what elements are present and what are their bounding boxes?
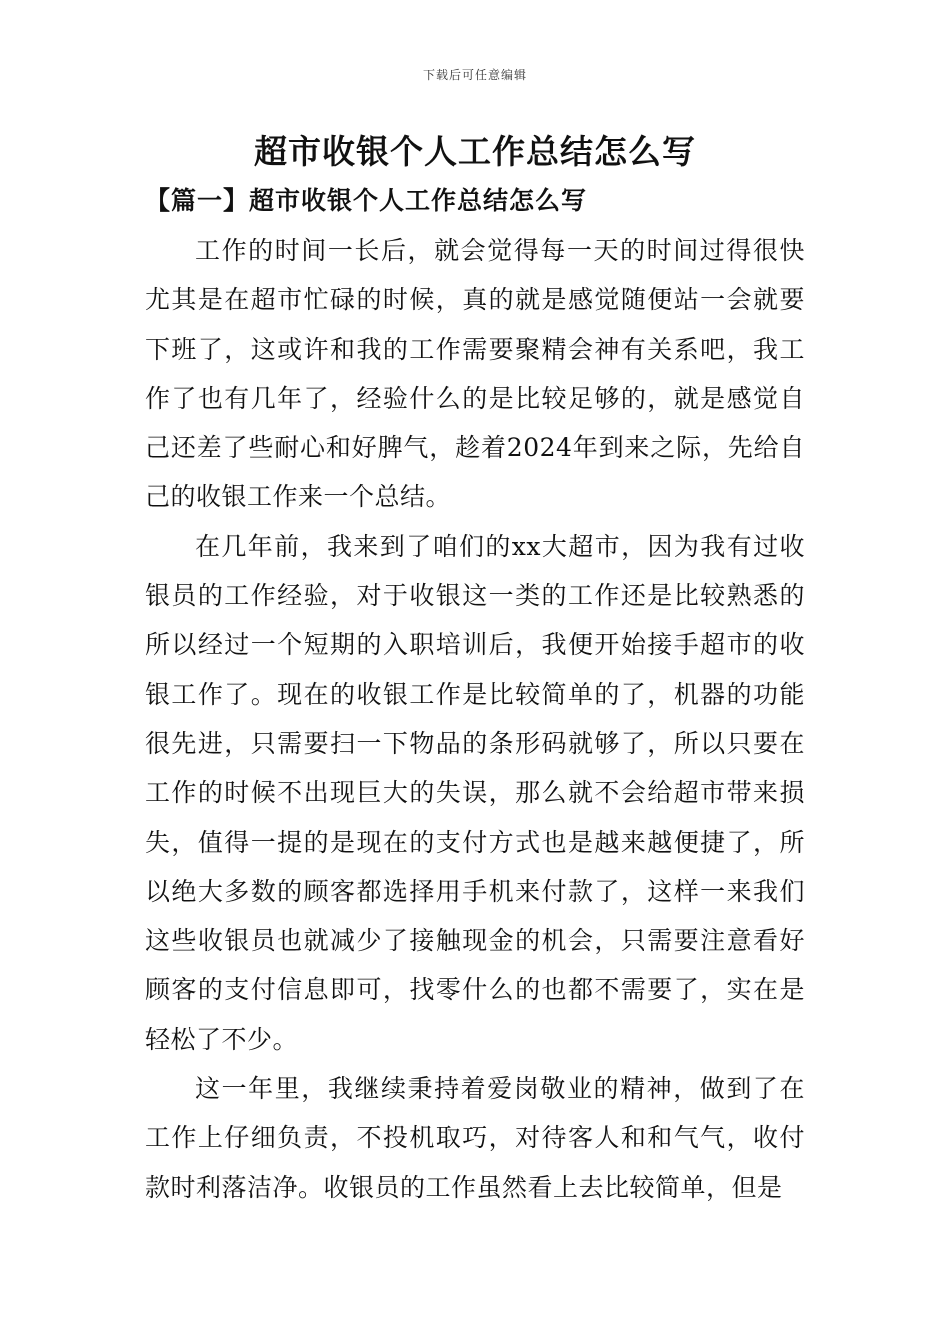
section-heading: 【篇一】超市收银个人工作总结怎么写 xyxy=(145,186,588,215)
document-title: 超市收银个人工作总结怎么写 xyxy=(254,132,696,171)
paragraph-2: 在几年前，我来到了咱们的xx大超市，因为我有过收银员的工作经验，对于收银这一类的工作还是比较熟悉的所以经过一个短期的入职培训后，我便开始接手超市的收银工作了。现在的收银工作是比较简单的了，机器的功能很先进，只需要扫一下物品的条形码就够了，所以只要在工作的时候不出现巨大的失误，那么就不会给超市带来损失，值得一提的是现在的支付方式也是越来越便捷了，所以绝大多数的顾客都选择用手机来付款了，这样一来我们这些收银员也就减少了接触现金的机会，只需要注意看好顾客的支付信息即可，找零什么的也都不需要了，实在是轻松了不少。 xyxy=(145,531,805,1054)
paragraph-3: 这一年里，我继续秉持着爱岗敬业的精神，做到了在工作上仔细负责，不投机取巧，对待客人和和气气，收付款时利落洁净。收银员的工作虽然看上去比较简单，但是 xyxy=(145,1074,805,1202)
body-text xyxy=(145,226,805,1212)
paragraph-1: 工作的时间一长后，就会觉得每一天的时间过得很快尤其是在超市忙碌的时候，真的就是感觉随便站一会就要下班了，这或许和我的工作需要聚精会神有关系吧，我工作了也有几年了，经验什么的是比较足够的，就是感觉自己还差了些耐心和好脾气，趁着2024年到来之际，先给自己的收银工作来一个总结。 xyxy=(145,236,805,512)
header-note: 下载后可任意编辑 xyxy=(422,68,527,82)
